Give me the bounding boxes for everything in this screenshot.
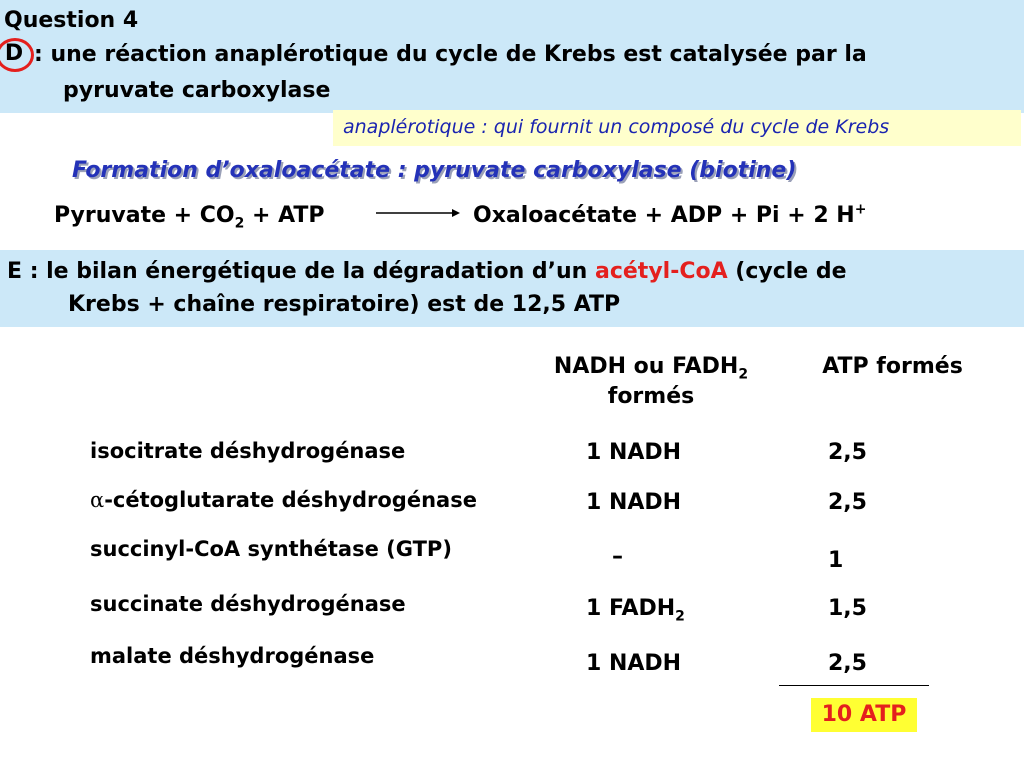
atp-value: 2,5 [828, 440, 867, 465]
d-letter: D [4, 41, 24, 66]
atp-value: 1 [828, 548, 844, 573]
cofactor-value: – [612, 544, 623, 569]
enzyme-name [90, 485, 477, 515]
equation-products-a: Oxaloacétate + ADP + Pi + 2 H [473, 203, 855, 228]
statement-e-line1-b: (cycle de [727, 259, 847, 284]
enzyme-name: malate déshydrogénase [90, 644, 375, 668]
atp-value: 1,5 [828, 596, 867, 621]
proton-superscript: + [854, 201, 867, 218]
formation-title: Formation d’oxaloacétate : pyruvate carboxylase (biotine) [72, 158, 797, 183]
atp-value: 2,5 [828, 651, 867, 676]
table-row [0, 641, 1024, 681]
table-row [0, 534, 1024, 574]
question-title: Question 4 [4, 8, 139, 33]
header-cofactors-b: formés [607, 384, 695, 409]
equation-reactants-a: Pyruvate + CO [54, 203, 235, 228]
definition-note: anaplérotique : qui fournit un composé du cycle de Krebs [343, 116, 890, 138]
acetyl-coa-highlight: acétyl-CoA [595, 259, 728, 284]
alpha-symbol: α [90, 488, 105, 512]
statement-e-line2: Krebs + chaîne respiratoire) est de 12,5 ATP [68, 292, 621, 317]
cofactor-value [586, 594, 685, 624]
header-cofactors-sub: 2 [738, 366, 749, 383]
enzyme-name: isocitrate déshydrogénase [90, 439, 406, 463]
table-row [0, 436, 1024, 476]
cofactor-value: 1 NADH [586, 490, 682, 515]
co2-subscript: 2 [234, 215, 245, 232]
header-cofactors [530, 352, 772, 412]
statement-d-line2: pyruvate carboxylase [63, 78, 331, 103]
enzyme-name: succinyl-CoA synthétase (GTP) [90, 537, 452, 561]
equation-reactants-b: + ATP [244, 203, 325, 228]
table-row [0, 589, 1024, 629]
statement-e-line1-a: E : le bilan énergétique de la dégradation d’un [7, 259, 595, 284]
fadh2-subscript: 2 [675, 608, 685, 625]
enzyme-name: succinate déshydrogénase [90, 592, 406, 616]
atp-value: 2,5 [828, 490, 867, 515]
header-atp: ATP formés [822, 354, 963, 379]
total-atp: 10 ATP [821, 702, 907, 727]
statement-e-line1 [7, 259, 847, 285]
cofactor-value: 1 NADH [586, 440, 682, 465]
equation-products [473, 203, 866, 229]
cofactor-text: 1 FADH [586, 596, 676, 621]
statement-d-line1: : une réaction anaplérotique du cycle de Krebs est catalysée par la [34, 42, 867, 67]
enzyme-name-text: -cétoglutarate déshydrogénase [104, 488, 477, 512]
equation-reactants [54, 203, 325, 232]
cofactor-value: 1 NADH [586, 651, 682, 676]
header-cofactors-a: NADH ou FADH [553, 354, 739, 379]
reaction-arrow-icon [376, 206, 460, 220]
table-row [0, 485, 1024, 525]
sum-divider [779, 685, 929, 686]
